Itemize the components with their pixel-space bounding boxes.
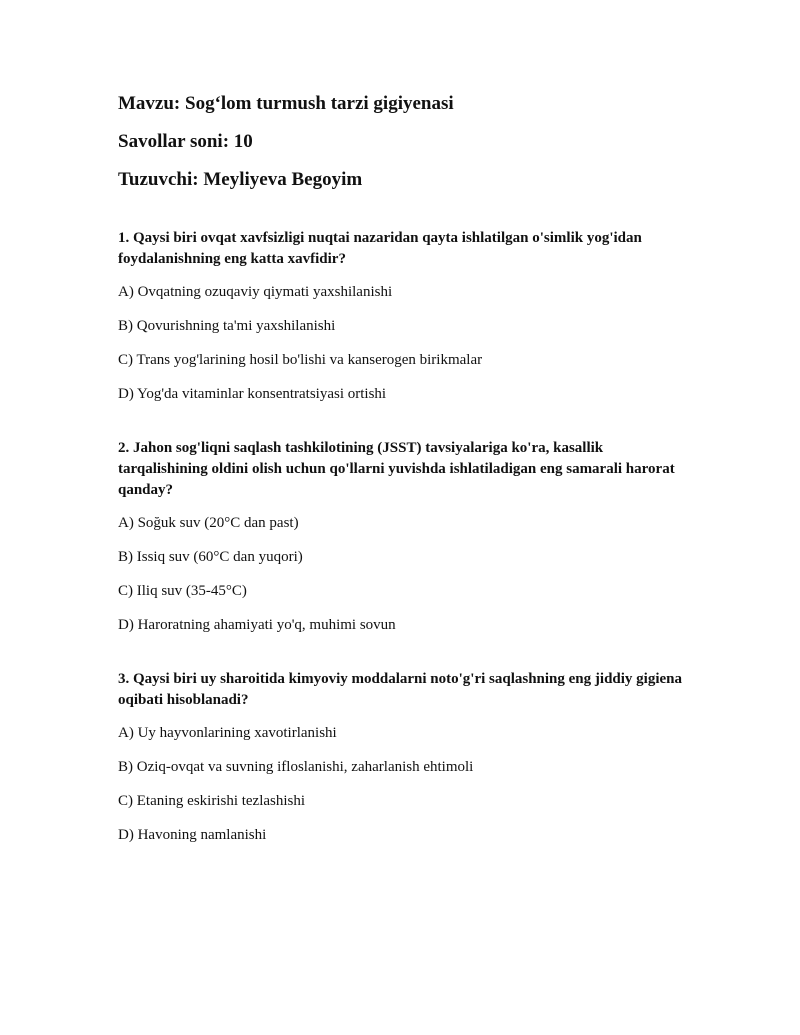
question-2-option-a: A) Soğuk suv (20°C dan past) <box>118 515 299 531</box>
question-1-option-a: A) Ovqatning ozuqaviy qiymati yaxshilanishi <box>118 284 393 300</box>
question-2-option-b: B) Issiq suv (60°C dan yuqori) <box>118 549 303 565</box>
question-text-1: 1. Qaysi biri ovqat xavfsizligi nuqtai nazaridan qayta ishlatilgan o'simlik yog'idan foydalanishning eng katta xavfidir? <box>118 230 642 267</box>
question-1-option-c: C) Trans yog'larining hosil bo'lishi va kanserogen birikmalar <box>118 352 483 368</box>
question-1-option-b: B) Qovurishning ta'mi yaxshilanishi <box>118 318 336 334</box>
question-2-option-c: C) Iliq suv (35-45°C) <box>118 583 247 599</box>
question-3-option-c: C) Etaning eskirishi tezlashishi <box>118 793 306 809</box>
question-3-option-d: D) Havoning namlanishi <box>118 827 267 843</box>
question-block-2 <box>118 438 688 635</box>
question-3-option-a: A) Uy hayvonlarining xavotirlanishi <box>118 725 337 741</box>
question-count-heading: Savollar soni: 10 <box>118 131 253 152</box>
document-header <box>118 92 688 192</box>
question-text-3: 3. Qaysi biri uy sharoitida kimyoviy moddalarni noto'g'ri saqlashning eng jiddiy gigiena oqibati hisoblanadi? <box>118 671 683 708</box>
question-block-3 <box>118 669 688 845</box>
author-heading: Tuzuvchi: Meyliyeva Begoyim <box>118 169 363 190</box>
question-block-1 <box>118 228 688 404</box>
document-content <box>118 92 688 879</box>
question-1-option-d: D) Yog'da vitaminlar konsentratsiyasi ortishi <box>118 386 387 402</box>
topic-heading: Mavzu: Sog‘lom turmush tarzi gigiyenasi <box>118 93 454 114</box>
question-3-option-b: B) Oziq-ovqat va suvning ifloslanishi, zaharlanish ehtimoli <box>118 759 474 775</box>
question-text-2: 2. Jahon sog'liqni saqlash tashkilotining (JSST) tavsiyalariga ko'ra, kasallik tarqalishining oldini olish uchun qo'llarni yuvishda ishlatiladigan eng samarali harorat qanday? <box>118 440 675 498</box>
question-2-option-d: D) Haroratning ahamiyati yo'q, muhimi sovun <box>118 617 396 633</box>
